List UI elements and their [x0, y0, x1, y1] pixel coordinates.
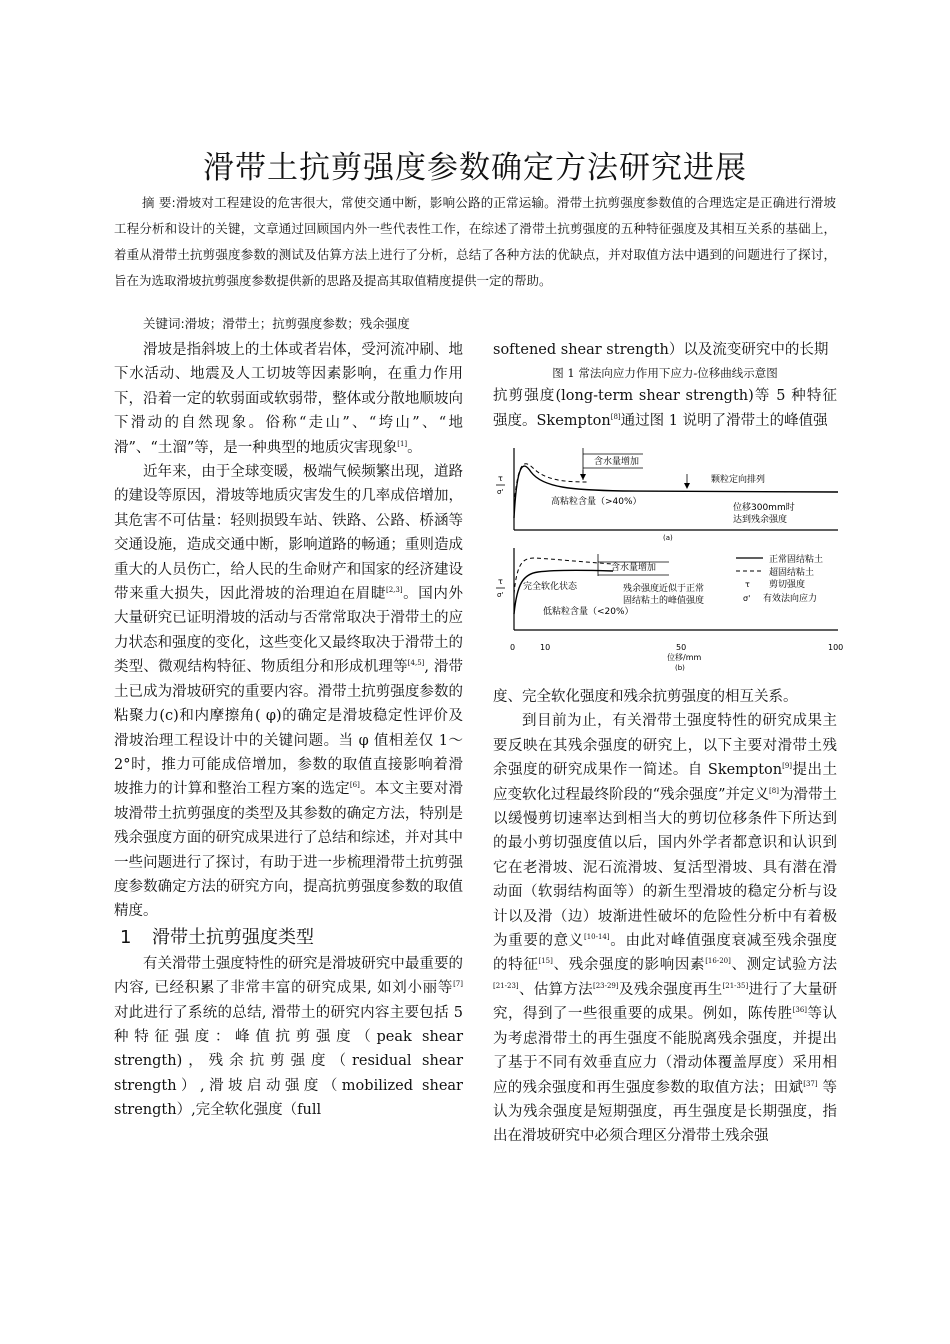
citation[interactable]: [23-29]	[592, 982, 619, 991]
annotation: 含水量增加	[611, 563, 657, 573]
x-axis-label: 位移/mm	[667, 653, 702, 662]
figure-caption: 图 1 常法向应力作用下应力-位移曲线示意图	[552, 366, 778, 381]
keywords	[143, 314, 410, 334]
tick-label: 50	[676, 643, 687, 652]
legend-label: 正常固结粘土	[769, 555, 824, 565]
annotation: 固结粘土的峰值强度	[623, 596, 705, 606]
panel-label: (b)	[675, 664, 685, 672]
annotation: 完全软化状态	[523, 582, 578, 592]
y-axis-label: σ'	[497, 591, 504, 599]
section-title: 滑带土抗剪强度类型	[152, 926, 314, 948]
annotation: 残余强度近似于正常	[623, 584, 705, 594]
paper-title: 滑带土抗剪强度参数确定方法研究进展	[203, 150, 747, 186]
section-heading	[114, 924, 463, 952]
citation[interactable]: [10-14]	[583, 933, 610, 942]
annotation: 位移300mm时	[733, 503, 795, 513]
abstract-label: 摘 要:	[142, 195, 176, 210]
citation[interactable]: [4,5]	[407, 659, 425, 668]
figure-panel-b	[496, 548, 843, 672]
paragraph: 近年来，由于全球变暖，极端气候频繁出现，道路的建设等原因，滑坡等地质灾害发生的几率成倍增加，其危害不可估量：轻则损毁车站、铁路、公路、桥涵等交通设施，造成交通中断，影响道路的畅通；重则造成重大的人员伤亡，给人民的生命财产和国家的经济建设带来重大损失，因此滑坡的治理迫在眉睫[2,3]。国内外大量研究已证明滑坡的活动与否常常取决于滑带土的应力状态和强度的变化，这些变化又最终取决于滑带土的类型、微观结构特征、物质组分和形成机理等[4,5], 滑带土已成为滑坡研究的重要内容。滑带土抗剪强度参数的粘聚力(c)和内摩擦角( φ)的确定是滑坡稳定性评价及滑坡治理工程设计中的关键问题。当 φ 值相差仅 1～2°时，推力可能成倍增加，参数的取值直接影响着滑坡推力的计算和整治工程方案的选定[6]。本文主要对滑坡滑带土抗剪强度的类型及其参数的确定方法，特别是残余强度方面的研究成果进行了总结和综述，并对其中一些问题进行了探讨，有助于进一步梳理滑带土抗剪强度参数确定方法的研究方向，提高抗剪强度参数的取值精度。	[114, 464, 464, 920]
paragraph: 到目前为止，有关滑带土强度特性的研究成果主要反映在其残余强度的研究上，以下主要对滑带土残余强度的研究成果作一简述。自 Skempton[9]提出土应变软化过程最终阶段的“残余强度”并定义[8]为滑带土以缓慢剪切速率达到相当大的剪切位移条件下所达到的最小剪切强度值以后，国内外学者都意识和认识到它在老滑坡、泥石流滑坡、复活型滑坡、具有潜在滑动面（软弱结构面等）的新生型滑坡的稳定分析与设计以及滑（边）坡渐进性破坏的危险性分析中有着极为重要的意义[10-14]。由此对峰值强度衰减至残余强度的特征[15]、残余强度的影响因素[16-20]、测定试验方法[21-23]、估算方法[23-29]及残余强度再生[21-35]进行了大量研究，得到了一些很重要的成果。例如，陈传胜[36]等认为考虑滑带土的再生强度不能脱离残余强度，并提出了基于不同有效垂直应力（滑动体覆盖厚度）采用相应的残余强度和再生强度参数的取值方法；田斌[37] 等认为残余强度是短期强度，再生强度是长期强度，指出在滑坡研究中必须合理区分滑带土残余强	[493, 713, 838, 1145]
section-number: 1	[120, 926, 132, 948]
y-axis-label: τ	[498, 577, 503, 586]
citation[interactable]: [8]	[610, 412, 621, 421]
tick-label: 0	[510, 643, 516, 652]
right-column-top	[493, 338, 837, 433]
annotation: 低粘粒含量（<20%）	[543, 607, 634, 617]
abstract-text: 滑坡对工程建设的危害很大，常使交通中断，影响公路的正常运输。滑带土抗剪强度参数值的合理选定是正确进行滑坡工程分析和设计的关键，文章通过回顾国内外一些代表性工作，在综述了滑带土抗剪强度的五种特征强度及其相互关系的基础上，着重从滑带土抗剪强度参数的测试及估算方法上进行了分析，总结了各种方法的优缺点，并对取值方法中遇到的问题进行了探讨，旨在为选取滑坡抗剪强度参数提供新的思路及提高其取值精度提供一定的帮助。	[114, 195, 836, 288]
citation[interactable]: [9]	[782, 762, 793, 771]
figure-1	[493, 444, 843, 672]
citation[interactable]: [37]	[803, 1079, 818, 1088]
abstract	[114, 190, 836, 294]
y-axis-label: σ'	[497, 488, 504, 496]
paragraph-continued: softened shear strength）以及流变研究中的长期	[493, 342, 829, 358]
legend-label: 有效法向应力	[763, 594, 818, 604]
paragraph-continued: 度、完全软化强度和残余抗剪强度的相互关系。	[493, 689, 798, 705]
figure-panel-a	[496, 448, 838, 542]
y-axis-label: τ	[498, 474, 503, 483]
citation[interactable]: [15]	[538, 957, 553, 966]
right-column-bottom	[493, 685, 837, 1149]
panel-label: (a)	[663, 534, 673, 542]
tick-label: 10	[540, 643, 551, 652]
citation[interactable]: [21-35]	[722, 982, 749, 991]
citation[interactable]: [16-20]	[705, 957, 731, 966]
citation[interactable]: [7]	[453, 980, 463, 989]
paragraph: 滑坡是指斜坡上的土体或者岩体，受河流冲刷、地下水活动、地震及人工切坡等因素影响，在重力作用下，沿着一定的软弱面或软弱带，整体或分散地顺坡向下滑动的自然现象。俗称“走山”、“垮山”、“地滑”、“土溜”等，是一种典型的地质灾害现象[1]。	[114, 342, 463, 456]
left-column	[114, 338, 463, 1123]
citation[interactable]: [21-23]	[493, 982, 519, 991]
citation[interactable]: [1]	[397, 439, 408, 448]
tick-label: 100	[828, 643, 843, 652]
legend-label: 剪切强度	[769, 580, 806, 590]
legend-symbol: τ	[745, 580, 750, 589]
citation[interactable]: [6]	[349, 781, 360, 790]
citation[interactable]: [36]	[792, 1006, 808, 1015]
legend-symbol: σ'	[743, 594, 751, 603]
legend-label: 超固结粘土	[769, 568, 815, 578]
annotation: 含水量增加	[594, 457, 640, 467]
annotation: 颗粒定向排列	[711, 475, 766, 485]
annotation: 高粘粒含量（>40%）	[551, 497, 642, 507]
citation[interactable]: [8]	[769, 786, 779, 795]
keywords-text: 滑坡；滑带土；抗剪强度参数；残余强度	[184, 316, 410, 331]
keywords-label: 关键词:	[143, 316, 185, 331]
paragraph: 有关滑带土强度特性的研究是滑坡研究中最重要的内容, 已经积累了非常丰富的研究成果, 如刘小丽等[7] 对此进行了系统的总结, 滑带土的研究内容主要包括 5 种特征强度：峰值抗剪强度（peak shear strength)，残余抗剪强度（residual shear strength）,滑坡启动强度（mobilized shear strength）,完全软化强度（full	[114, 955, 463, 1119]
paragraph-continued: 抗剪强度(long-term shear strength)等 5 种特征强度。Skempton[8]通过图 1 说明了滑带土的峰值强	[493, 388, 837, 429]
citation[interactable]: [2,3]	[385, 586, 403, 595]
annotation: 达到残余强度	[733, 515, 788, 525]
